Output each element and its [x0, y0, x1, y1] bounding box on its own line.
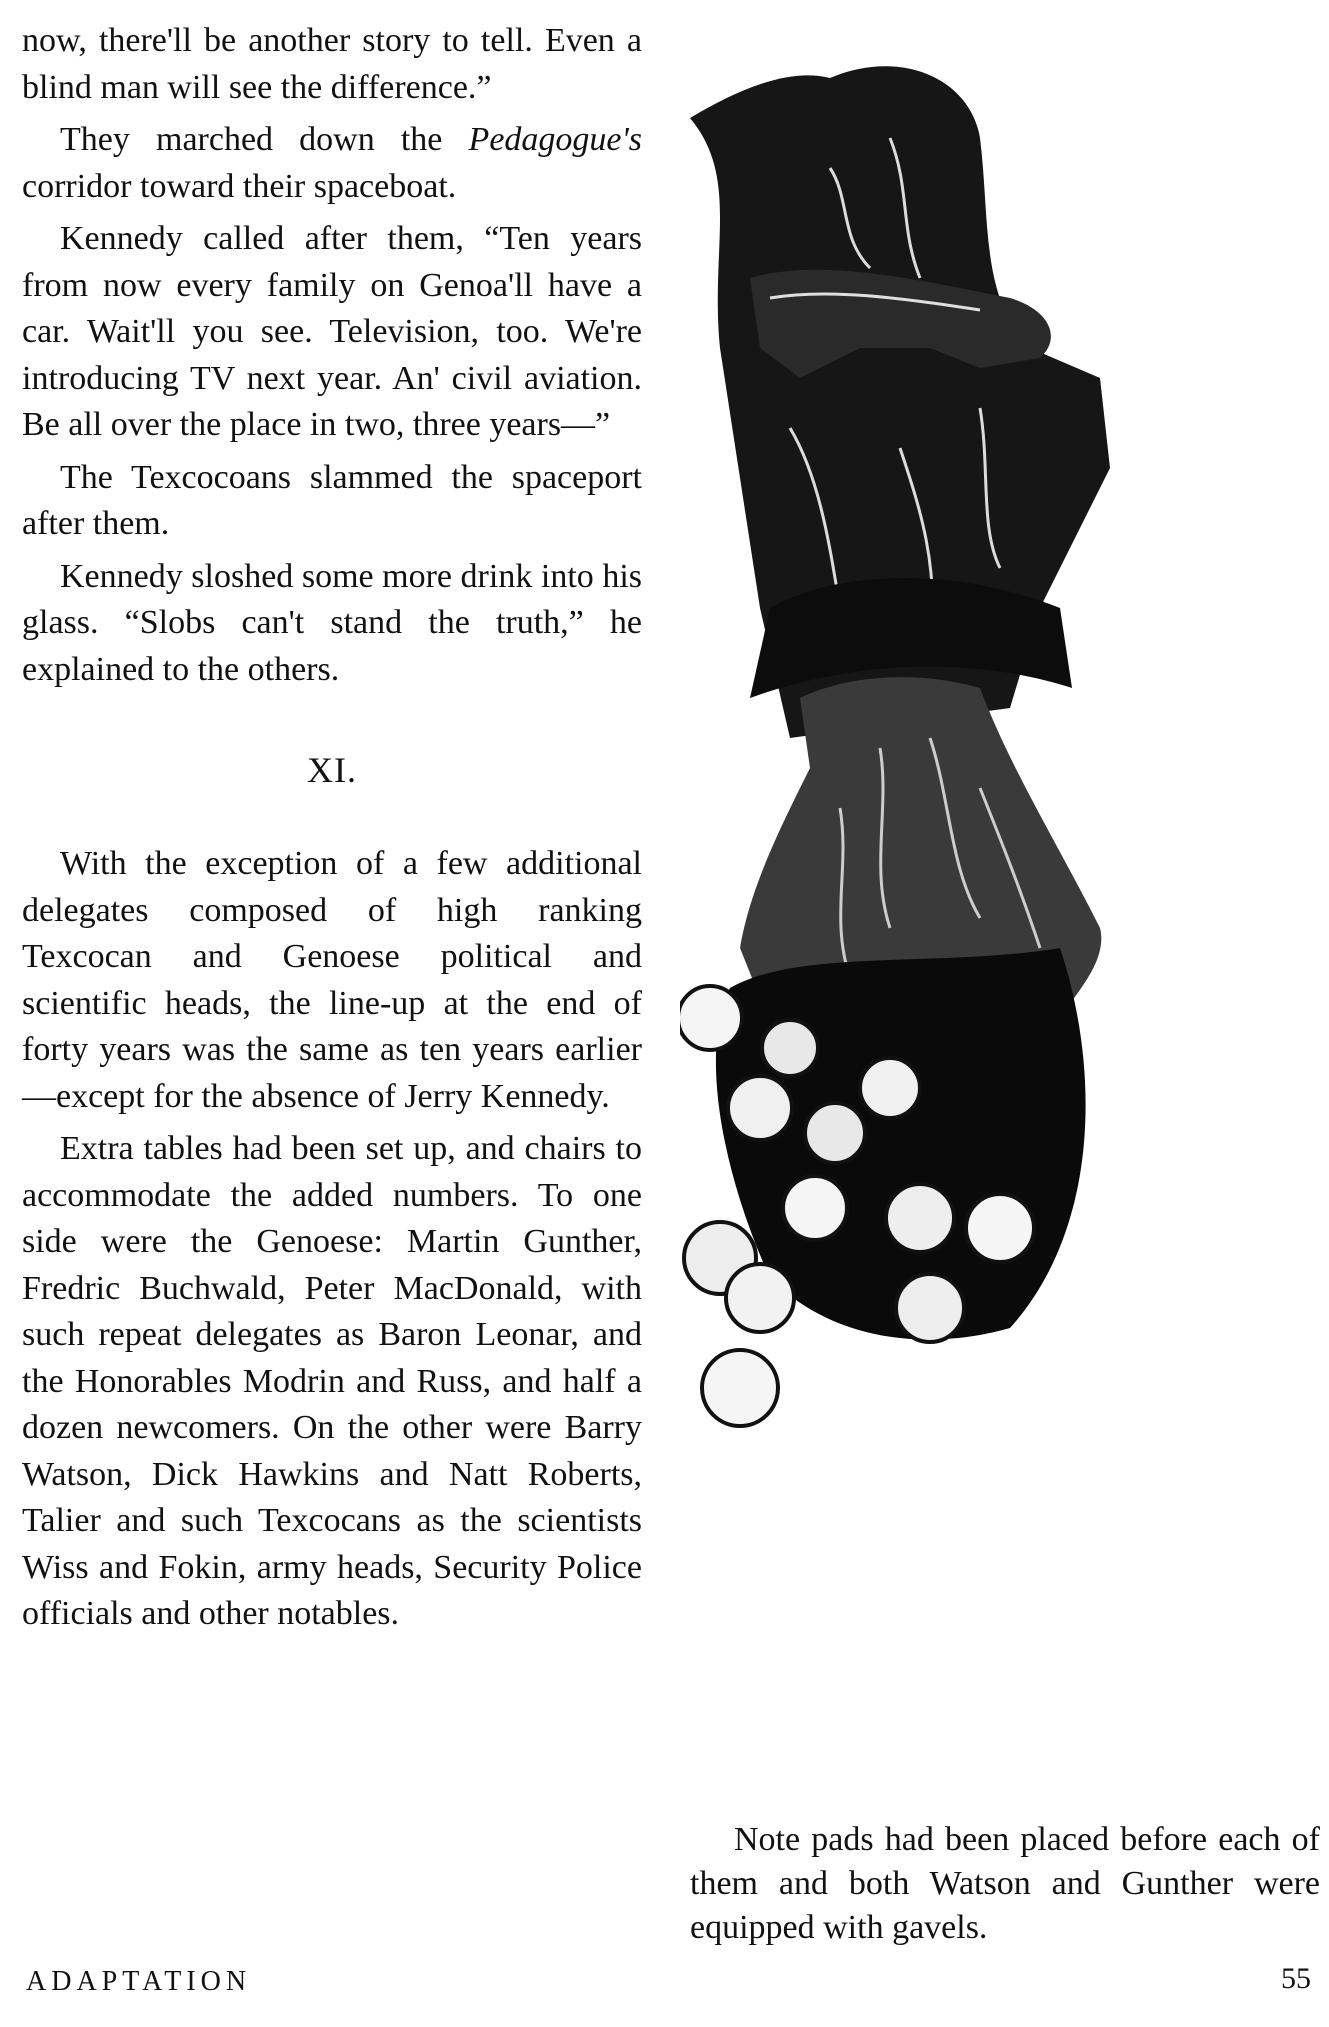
paragraph-2-end: corridor toward their spaceboat. [22, 167, 457, 205]
coin-6 [783, 1176, 847, 1240]
paragraph-3: Kennedy called after them, “Ten years from now every family on Genoa'll have a car. Wait'll you see. Television, too. We're introducing TV next year. An' civil aviation. Be all over the place in two, three years—” [22, 220, 642, 443]
running-title: ADAPTATION [26, 1966, 252, 1997]
paragraph-5: Kennedy sloshed some more drink into his glass. “Slobs can't stand the truth,” he explained to the others. [22, 557, 642, 688]
paragraph-4: The Texcocoans slammed the spaceport after them. [22, 458, 642, 542]
coin-12 [702, 1350, 778, 1426]
coin-4 [805, 1103, 865, 1163]
coin-5 [860, 1058, 920, 1118]
coin-2 [762, 1020, 818, 1076]
left-text-column [22, 18, 642, 1644]
page-number: 55 [1281, 1962, 1311, 1995]
section-heading: XI. [307, 750, 357, 790]
illustration-caption: Note pads had been placed before each of them and both Watson and Gunther were equipped with gavels. [690, 1821, 1320, 1946]
coin-1 [680, 986, 742, 1050]
coin-9 [886, 1184, 954, 1252]
coin-11 [896, 1274, 964, 1342]
coin-8 [726, 1264, 794, 1332]
coin-10 [966, 1194, 1034, 1262]
page-footer [26, 1958, 1311, 2008]
paragraph-1: now, there'll be another story to tell. Even a blind man will see the difference.” [22, 22, 642, 106]
hand-with-coins-illustration [680, 48, 1320, 1808]
paragraph-7: Extra tables had been set up, and chairs to accommodate the added numbers. To one side were the Genoese: Martin Gunther, Fredric Buchwald, Peter MacDonald, with such repeat delegates as Baron Leonar, and the Honorables Modrin and Russ, and half a dozen newcomers. On the other were Barry Watson, Dick Hawkins and Natt Roberts, Talier and such Texcocans as the scientists Wiss and Fokin, army heads, Security Police officials and other notables. [22, 1130, 642, 1632]
paragraph-2 [22, 117, 642, 210]
paragraph-6: With the exception of a few additional delegates composed of high ranking Texcocan and Genoese political and scientific heads, the line-up at the end of forty years was the same as ten years earlier—except for the absence of Jerry Kennedy. [22, 845, 642, 1115]
ship-name-italic: Pedagogue's [468, 121, 642, 158]
paragraph-2-start: They marched down the [60, 121, 469, 158]
coin-3 [728, 1076, 792, 1140]
